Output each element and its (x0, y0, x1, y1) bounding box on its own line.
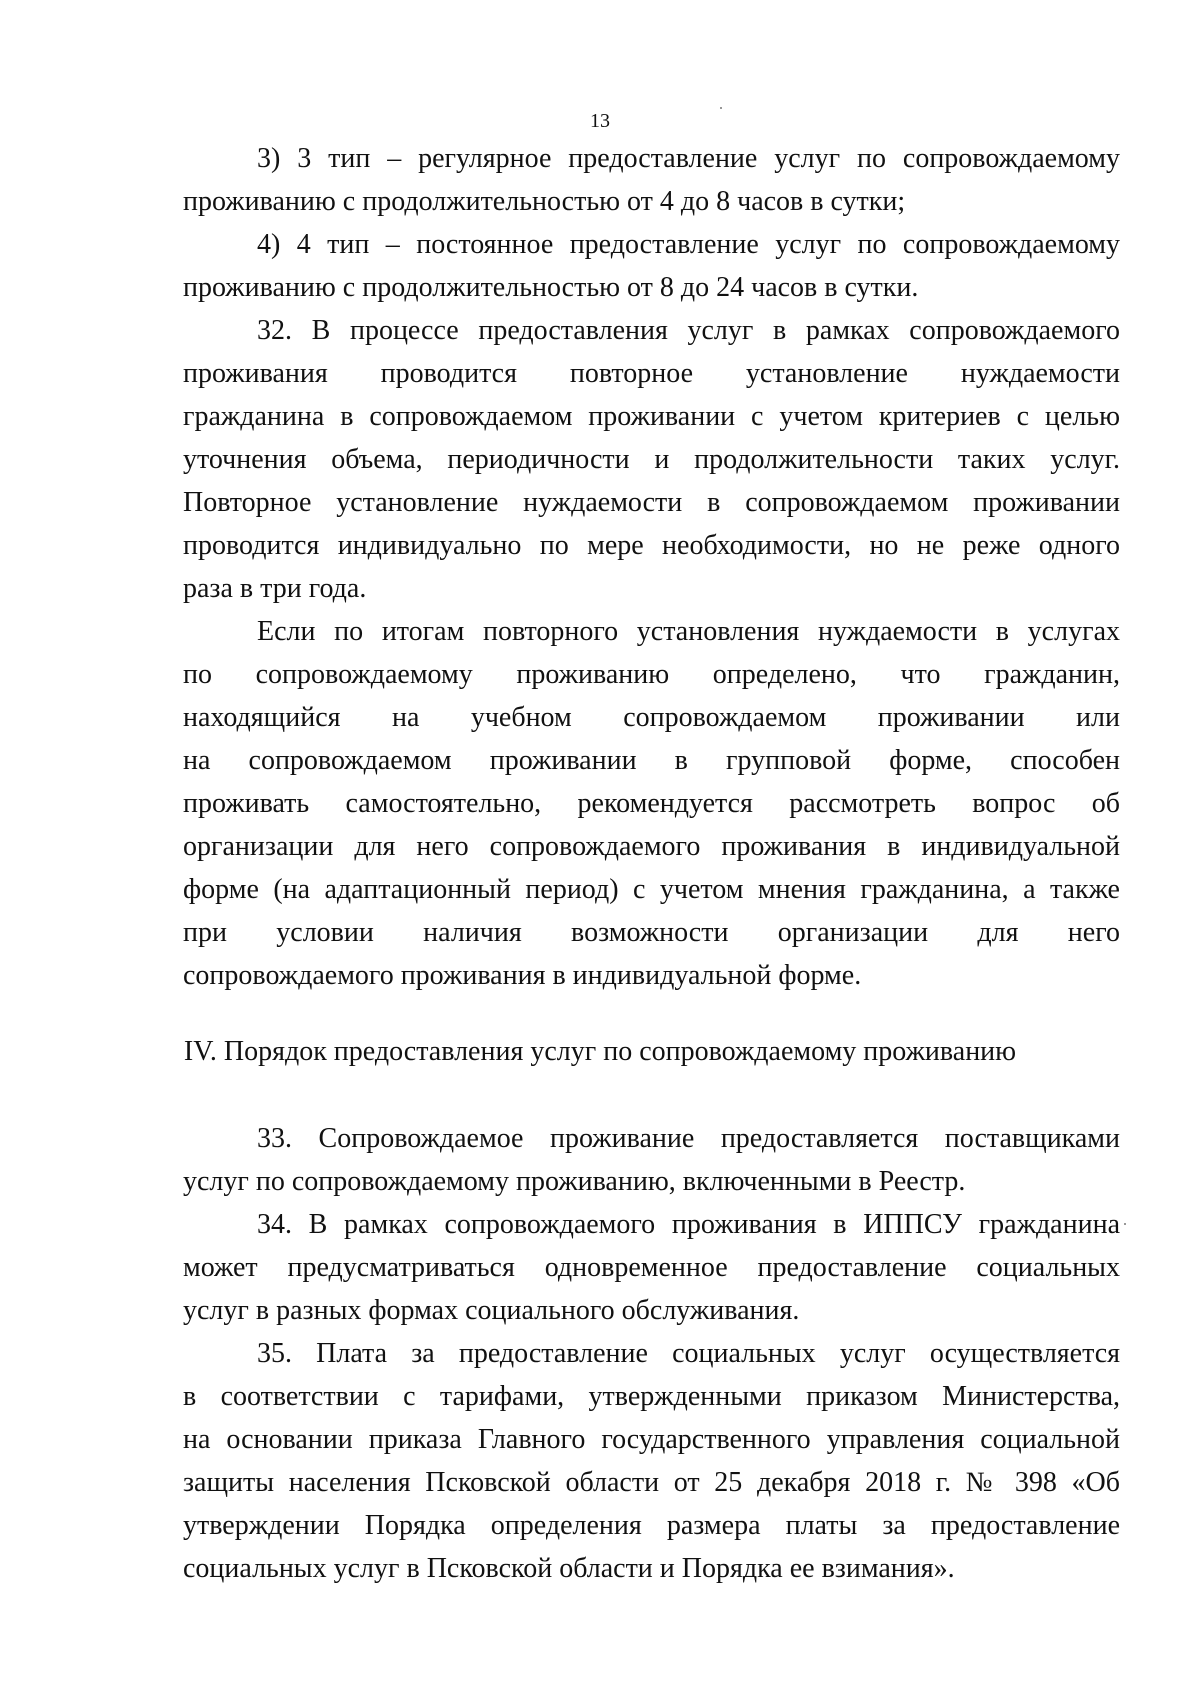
paragraph-line: раза в три года. (183, 573, 367, 604)
paragraph-line: проживанию с продолжительностью от 8 до 24 часов в сутки. (183, 272, 919, 303)
paragraph-line: форме (на адаптационный период) с учетом мнения гражданина, а также (183, 874, 1120, 905)
paragraph-line: организации для него сопровождаемого проживания в индивидуальной (183, 831, 1120, 862)
paragraph-line: услуг по сопровождаемому проживанию, включенными в Реестр. (183, 1166, 966, 1197)
scan-speck (1124, 1223, 1126, 1225)
paragraph-line: 3) 3 тип – регулярное предоставление услуг по сопровождаемому (257, 143, 1120, 174)
paragraph-line: находящийся на учебном сопровождаемом проживании или (183, 702, 1120, 733)
section-heading: IV. Порядок предоставления услуг по сопровождаемому проживанию (183, 1036, 1017, 1067)
page-number: 13 (590, 110, 610, 132)
paragraph-line: Повторное установление нуждаемости в сопровождаемом проживании (183, 487, 1120, 518)
paragraph-line: 35. Плата за предоставление социальных услуг осуществляется (257, 1338, 1120, 1369)
paragraph-line: 33. Сопровождаемое проживание предоставляется поставщиками (257, 1123, 1120, 1154)
paragraph-line: услуг в разных формах социального обслуживания. (183, 1295, 800, 1326)
paragraph-line: проживать самостоятельно, рекомендуется рассмотреть вопрос об (183, 788, 1120, 819)
paragraph-line: 32. В процессе предоставления услуг в рамках сопровождаемого (257, 315, 1120, 346)
paragraph-line: по сопровождаемому проживанию определено, что гражданин, (183, 659, 1120, 690)
paragraph-line: утверждении Порядка определения размера платы за предоставление (183, 1510, 1120, 1541)
paragraph-line: сопровождаемого проживания в индивидуальной форме. (183, 960, 862, 991)
paragraph-line: уточнения объема, периодичности и продолжительности таких услуг. (183, 444, 1120, 475)
paragraph-line: при условии наличия возможности организации для него (183, 917, 1120, 948)
paragraph-line: 34. В рамках сопровождаемого проживания в ИППСУ гражданина (257, 1209, 1120, 1240)
paragraph-line: Если по итогам повторного установления нуждаемости в услугах (257, 616, 1120, 647)
paragraph-line: в соответствии с тарифами, утвержденными приказом Министерства, (183, 1381, 1120, 1412)
paragraph-line: на основании приказа Главного государственного управления социальной (183, 1424, 1120, 1455)
paragraph-line: гражданина в сопровождаемом проживании с учетом критериев с целью (183, 401, 1120, 432)
paragraph-line: социальных услуг в Псковской области и Порядка ее взимания». (183, 1553, 955, 1584)
paragraph-line: проживанию с продолжительностью от 4 до 8 часов в сутки; (183, 186, 906, 217)
paragraph-line: проживания проводится повторное установление нуждаемости (183, 358, 1120, 389)
paragraph-line: проводится индивидуально по мере необходимости, но не реже одного (183, 530, 1120, 561)
paragraph-line: защиты населения Псковской области от 25 декабря 2018 г. № 398 «Об (183, 1467, 1120, 1498)
paragraph-line: 4) 4 тип – постоянное предоставление услуг по сопровождаемому (257, 229, 1120, 260)
paragraph-line: может предусматриваться одновременное предоставление социальных (183, 1252, 1120, 1283)
paragraph-line: на сопровождаемом проживании в групповой форме, способен (183, 745, 1120, 776)
